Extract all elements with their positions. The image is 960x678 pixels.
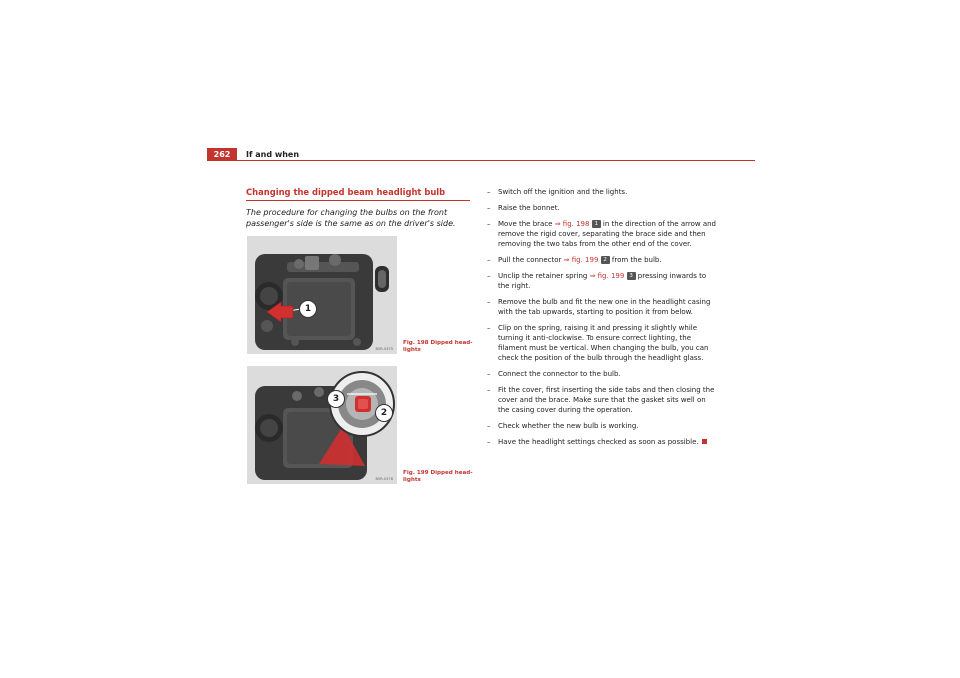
step-text: from the bulb.	[609, 256, 662, 265]
step-text: Switch off the ignition and the lights.	[498, 188, 628, 196]
callout-1: 1	[299, 300, 317, 318]
step-text: in the direction of the arrow and remove the rigid cover, separating the brace side and then removing the two tabs from the other end of the cover.	[498, 220, 717, 248]
list-item	[487, 256, 717, 266]
section-end-mark	[702, 439, 707, 444]
figure-199-image	[247, 366, 397, 484]
figure-reference-link[interactable]: ⇒ fig. 198	[554, 220, 590, 229]
callout-badge: 1	[592, 220, 601, 228]
list-dash: –	[487, 220, 491, 229]
headlight-illustration-198	[247, 236, 397, 354]
headlight-illustration-199	[247, 366, 397, 484]
figure-199-caption: Fig. 199 Dipped head-lights	[403, 470, 473, 483]
running-title: If and when	[246, 150, 300, 159]
section-intro: The procedure for changing the bulbs on the front passenger's side is the same as on the driver's side.	[246, 208, 456, 228]
list-item	[487, 188, 717, 198]
page-number: 262	[207, 148, 237, 161]
figure-code: B5R-0375	[375, 347, 393, 351]
step-text: Raise the bonnet.	[498, 204, 560, 213]
step-text: Connect the connector to the bulb.	[498, 369, 621, 378]
list-dash: –	[487, 369, 491, 378]
list-dash: –	[487, 324, 491, 333]
step-text: Fit the cover, first inserting the side tabs and then closing the cover and the brace. Make sure that the gasket sits well on the casing cover during the operation.	[498, 386, 715, 414]
list-dash: –	[487, 298, 491, 307]
list-dash: –	[487, 188, 491, 196]
list-dash: –	[487, 256, 491, 265]
callout-badge: 3	[627, 272, 636, 280]
list-dash: –	[487, 204, 491, 213]
callout-2: 2	[375, 404, 393, 422]
step-text: Have the headlight settings checked as soon as possible.	[498, 438, 699, 447]
section-title: Changing the dipped beam headlight bulb	[246, 187, 446, 197]
step-text: Move the brace	[498, 220, 555, 229]
header-rule	[207, 160, 755, 161]
list-item	[487, 422, 717, 432]
list-dash: –	[487, 272, 491, 281]
list-item	[487, 324, 717, 363]
step-text: Clip on the spring, raising it and pressing it slightly while turning it anti-clockwise. To ensure correct lighting, the filament must be vertical. When changing the bulb, you can check the position of the bulb through the headlight glass.	[498, 324, 709, 362]
callout-badge: 2	[601, 256, 610, 264]
figure-198-caption: Fig. 198 Dipped head-lights	[403, 340, 473, 353]
list-item	[487, 438, 717, 448]
list-item	[487, 298, 717, 318]
figure-198-image	[247, 236, 397, 354]
list-item	[487, 370, 717, 380]
procedure-steps	[487, 188, 717, 454]
list-dash: –	[487, 386, 491, 395]
step-text: Pull the connector	[498, 256, 564, 265]
figure-code: B5R-0376	[375, 477, 393, 481]
step-text: Unclip the retainer spring	[498, 272, 590, 281]
list-item	[487, 386, 717, 415]
step-text: pressing inwards to the right.	[498, 272, 707, 291]
figure-reference-link[interactable]: ⇒ fig. 199	[589, 272, 625, 281]
list-item	[487, 272, 717, 292]
list-dash: –	[487, 421, 491, 430]
list-dash: –	[487, 438, 491, 447]
list-item	[487, 204, 717, 214]
step-text: Check whether the new bulb is working.	[498, 421, 639, 430]
callout-3: 3	[327, 390, 345, 408]
step-text: Remove the bulb and fit the new one in the headlight casing with the tab upwards, starting to position it from below.	[498, 298, 711, 317]
section-rule	[246, 200, 470, 201]
figure-reference-link[interactable]: ⇒ fig. 199	[563, 256, 599, 265]
list-item	[487, 220, 717, 249]
